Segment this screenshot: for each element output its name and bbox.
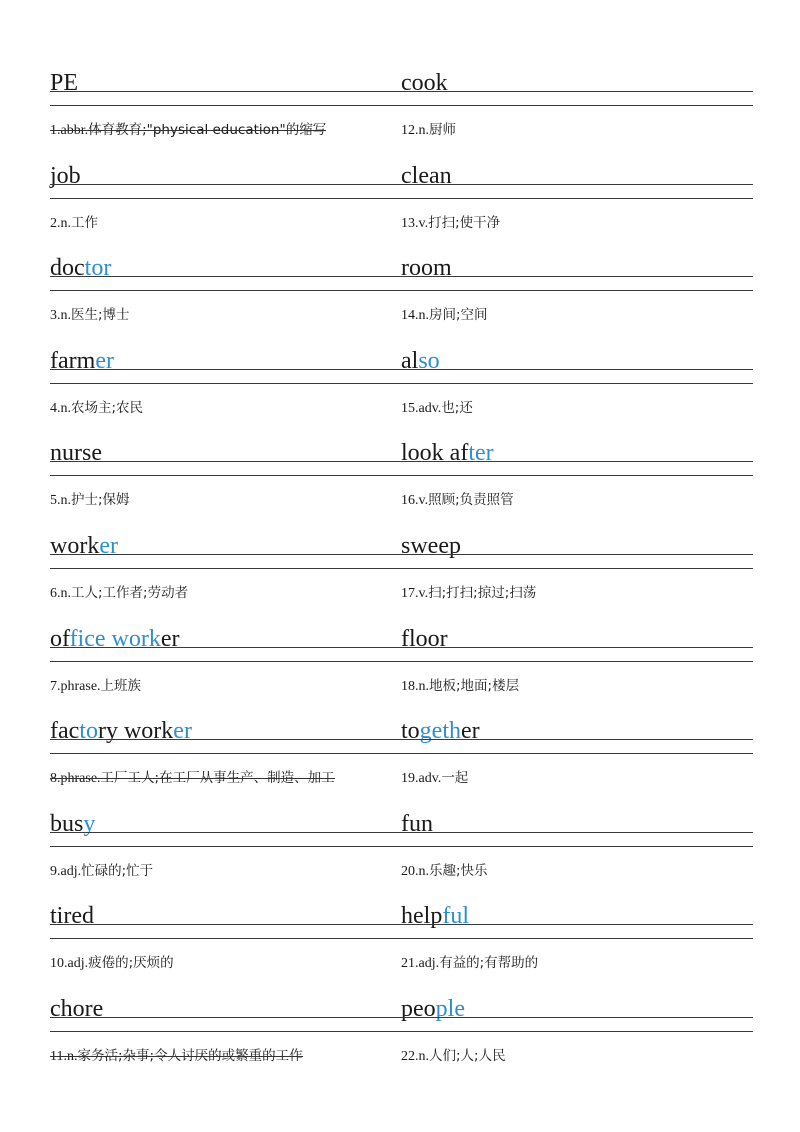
part-of-speech: n. <box>66 1049 78 1064</box>
rule-line <box>401 846 753 847</box>
word-highlight-segment: ful <box>442 903 469 930</box>
rule-line <box>401 184 753 185</box>
vocab-word <box>401 893 469 939</box>
vocab-definition <box>401 859 488 883</box>
vocab-word <box>50 616 180 662</box>
rule-line <box>50 290 402 291</box>
vocab-entry <box>401 430 753 523</box>
vocab-entry <box>50 616 402 709</box>
vocab-definition <box>401 1044 506 1068</box>
part-of-speech: n. <box>60 586 71 601</box>
part-of-speech: adv. <box>418 400 442 416</box>
word-segment: bus <box>50 810 84 837</box>
vocab-entry <box>401 338 753 431</box>
definition-text: 工人;工作者;劳动者 <box>71 585 189 601</box>
word-segment: room <box>401 255 452 282</box>
word-segment: farm <box>50 347 96 374</box>
word-highlight-segment: so <box>418 347 440 374</box>
vocab-definition <box>50 581 188 605</box>
entry-number: 22. <box>401 1049 419 1064</box>
rule-line <box>401 369 753 370</box>
definition-text: 扫;打扫;掠过;扫荡 <box>428 585 537 601</box>
part-of-speech: abbr. <box>60 123 89 138</box>
rule-line <box>50 554 402 555</box>
entry-number: 14. <box>401 308 419 324</box>
word-segment: PE <box>50 70 79 96</box>
part-of-speech: adj. <box>418 956 440 972</box>
vocab-word <box>50 245 111 291</box>
rule-line <box>401 1017 753 1018</box>
word-highlight-segment: er <box>99 533 118 559</box>
rule-line <box>401 924 753 925</box>
entry-number: 1. <box>50 123 61 138</box>
rule-line <box>401 105 753 106</box>
word-segment: nurse <box>50 440 102 467</box>
vocab-definition <box>50 951 174 975</box>
definition-text: 上班族 <box>100 677 142 694</box>
definition-text: 家务活;杂事;令人讨厌的或繁重的工作 <box>77 1048 303 1064</box>
word-highlight-segment: er <box>95 347 114 374</box>
entry-number: 6. <box>50 586 61 601</box>
word-highlight-segment: ter <box>468 440 494 467</box>
rule-line <box>50 461 402 462</box>
definition-text: 体育教育;"physical education"的缩写 <box>88 122 327 138</box>
vocab-entry <box>50 430 402 523</box>
definition-text: 忙碌的;忙于 <box>81 862 154 879</box>
rule-line <box>50 647 402 648</box>
entry-number: 17. <box>401 586 419 601</box>
definition-text: 疲倦的;厌烦的 <box>88 955 174 972</box>
definition-text: 护士;保姆 <box>71 492 130 509</box>
vocab-word <box>401 153 452 199</box>
rule-line <box>50 924 402 925</box>
word-highlight-segment: y <box>83 810 96 837</box>
vocab-entry <box>401 616 753 709</box>
vocab-entry <box>401 986 753 1079</box>
part-of-speech: n. <box>60 493 71 509</box>
part-of-speech: v. <box>418 493 429 509</box>
vocab-definition <box>401 211 500 235</box>
word-segment: sweep <box>401 533 461 559</box>
definition-text: 厨师 <box>429 122 456 138</box>
part-of-speech: phrase. <box>60 678 101 694</box>
entry-number: 9. <box>50 863 61 879</box>
definition-text: 工厂工人;在工厂从事生产、制造、加工 <box>100 770 335 787</box>
vocab-word <box>50 338 114 384</box>
word-segment: look af <box>401 440 469 467</box>
vocab-entry <box>50 245 402 338</box>
rule-line <box>50 198 402 199</box>
word-segment: fun <box>401 810 433 837</box>
vocab-entry <box>50 523 402 616</box>
vocab-definition <box>50 674 141 698</box>
entry-number: 12. <box>401 123 419 138</box>
definition-text: 也;还 <box>441 399 473 416</box>
rule-line <box>401 1031 753 1032</box>
word-segment: of <box>50 625 70 652</box>
vocab-definition <box>50 303 130 327</box>
part-of-speech: n. <box>418 308 429 324</box>
entry-number: 8. <box>50 771 61 787</box>
vocab-entry <box>401 893 753 986</box>
strikethrough-line <box>50 130 326 131</box>
entry-number: 15. <box>401 400 419 416</box>
part-of-speech: v. <box>418 215 429 231</box>
vocab-word <box>50 430 102 476</box>
rule-line <box>401 832 753 833</box>
rule-line <box>401 753 753 754</box>
word-segment: al <box>401 347 419 374</box>
definition-text: 乐趣;快乐 <box>429 862 488 879</box>
word-highlight-segment: er <box>173 718 192 745</box>
rule-line <box>401 938 753 939</box>
rule-line <box>401 739 753 740</box>
vocab-word <box>50 801 95 847</box>
word-segment: er <box>461 718 480 745</box>
part-of-speech: n. <box>60 308 71 324</box>
word-segment: work <box>50 533 100 559</box>
vocab-word <box>50 60 78 106</box>
definition-text: 有益的;有帮助的 <box>439 955 539 972</box>
rule-line <box>401 554 753 555</box>
entry-number: 18. <box>401 678 419 694</box>
vocab-entry <box>401 523 753 616</box>
vocab-entry <box>50 338 402 431</box>
rule-line <box>50 739 402 740</box>
rule-line <box>401 568 753 569</box>
vocab-entry <box>401 708 753 801</box>
rule-line <box>401 383 753 384</box>
vocab-entry <box>401 60 753 153</box>
entry-number: 19. <box>401 771 419 787</box>
rule-line <box>50 846 402 847</box>
vocab-entry <box>401 245 753 338</box>
part-of-speech: n. <box>60 215 71 231</box>
definition-text: 地板;地面;楼层 <box>429 677 520 694</box>
word-highlight-segment: fice work <box>69 625 161 652</box>
word-segment: clean <box>401 162 452 189</box>
word-segment: ry work <box>97 718 174 745</box>
entry-number: 20. <box>401 863 419 879</box>
strikethrough-line <box>50 778 335 779</box>
vocab-word <box>401 523 461 569</box>
word-segment: floor <box>401 625 448 652</box>
vocab-word <box>50 708 192 754</box>
vocab-entry <box>50 60 402 153</box>
definition-text: 一起 <box>441 770 469 787</box>
word-segment: job <box>50 162 81 189</box>
rule-line <box>50 832 402 833</box>
vocab-definition <box>50 396 143 420</box>
part-of-speech: adv. <box>418 771 442 787</box>
entry-number: 3. <box>50 308 61 324</box>
part-of-speech: n. <box>418 863 429 879</box>
word-segment: er <box>160 625 180 652</box>
vocab-definition <box>401 581 536 605</box>
rule-line <box>50 475 402 476</box>
part-of-speech: adj. <box>60 863 82 879</box>
rule-line <box>401 91 753 92</box>
vocab-definition <box>401 488 514 512</box>
rule-line <box>401 461 753 462</box>
vocab-definition <box>401 674 519 698</box>
vocab-word <box>401 708 480 754</box>
word-segment: cook <box>401 70 448 96</box>
vocab-word <box>401 338 440 384</box>
entry-number: 11. <box>50 1049 67 1064</box>
rule-line <box>50 753 402 754</box>
rule-line <box>50 383 402 384</box>
definition-text: 人们;人;人民 <box>429 1048 506 1064</box>
word-highlight-segment: ple <box>435 996 465 1022</box>
vocab-definition <box>401 766 468 790</box>
entry-number: 2. <box>50 215 61 231</box>
entry-number: 16. <box>401 493 419 509</box>
vocab-word <box>50 523 118 569</box>
vocab-word <box>401 801 433 847</box>
vocab-word <box>401 616 448 662</box>
word-highlight-segment: tor <box>84 255 112 282</box>
word-segment: chore <box>50 996 104 1022</box>
rule-line <box>50 661 402 662</box>
strikethrough-line <box>50 1056 303 1057</box>
definition-text: 工作 <box>71 214 98 231</box>
rule-line <box>50 1031 402 1032</box>
entry-number: 21. <box>401 956 419 972</box>
rule-line <box>401 198 753 199</box>
definition-text: 房间;空间 <box>429 307 488 324</box>
vocab-word <box>401 986 465 1032</box>
rule-line <box>50 938 402 939</box>
rule-line <box>50 91 402 92</box>
definition-text: 打扫;使干净 <box>428 214 501 231</box>
part-of-speech: n. <box>60 400 71 416</box>
entry-number: 7. <box>50 678 61 694</box>
word-segment: help <box>401 903 443 930</box>
rule-line <box>50 184 402 185</box>
vocab-word <box>401 245 452 291</box>
vocab-word <box>50 986 103 1032</box>
vocab-definition <box>401 118 456 142</box>
word-segment: doc <box>50 255 85 282</box>
vocab-entry <box>401 801 753 894</box>
vocab-definition <box>401 396 473 420</box>
rule-line <box>50 1017 402 1018</box>
vocab-entry <box>50 986 402 1079</box>
entry-number: 4. <box>50 400 61 416</box>
vocab-entry <box>50 153 402 246</box>
rule-line <box>50 568 402 569</box>
rule-line <box>401 661 753 662</box>
rule-line <box>50 369 402 370</box>
part-of-speech: n. <box>418 1049 429 1064</box>
definition-text: 医生;博士 <box>71 307 130 324</box>
rule-line <box>401 475 753 476</box>
entry-number: 13. <box>401 215 419 231</box>
vocab-definition <box>401 951 538 975</box>
definition-text: 照顾;负责照管 <box>428 492 514 509</box>
vocab-entry <box>401 153 753 246</box>
vocab-entry <box>50 708 402 801</box>
vocab-entry <box>50 893 402 986</box>
word-highlight-segment: to <box>79 718 98 745</box>
word-highlight-segment: geth <box>419 718 461 745</box>
rule-line <box>50 276 402 277</box>
vocab-word <box>50 893 94 939</box>
definition-text: 农场主;农民 <box>71 399 144 416</box>
word-segment: fac <box>50 718 80 745</box>
vocab-word <box>401 430 494 476</box>
vocab-entry <box>50 801 402 894</box>
part-of-speech: n. <box>418 678 429 694</box>
part-of-speech: n. <box>418 123 429 138</box>
word-segment: to <box>401 718 420 745</box>
word-segment: peo <box>401 996 436 1022</box>
vocab-definition <box>50 859 153 883</box>
rule-line <box>401 276 753 277</box>
part-of-speech: phrase. <box>60 771 101 787</box>
vocab-definition <box>50 211 98 235</box>
part-of-speech: v. <box>418 586 429 601</box>
rule-line <box>401 647 753 648</box>
vocab-word <box>401 60 448 106</box>
rule-line <box>50 105 402 106</box>
entry-number: 5. <box>50 493 61 509</box>
entry-number: 10. <box>50 956 68 972</box>
rule-line <box>401 290 753 291</box>
word-segment: tired <box>50 903 94 930</box>
part-of-speech: adj. <box>67 956 89 972</box>
vocab-definition <box>401 303 488 327</box>
vocab-definition <box>50 488 130 512</box>
vocab-word <box>50 153 81 199</box>
